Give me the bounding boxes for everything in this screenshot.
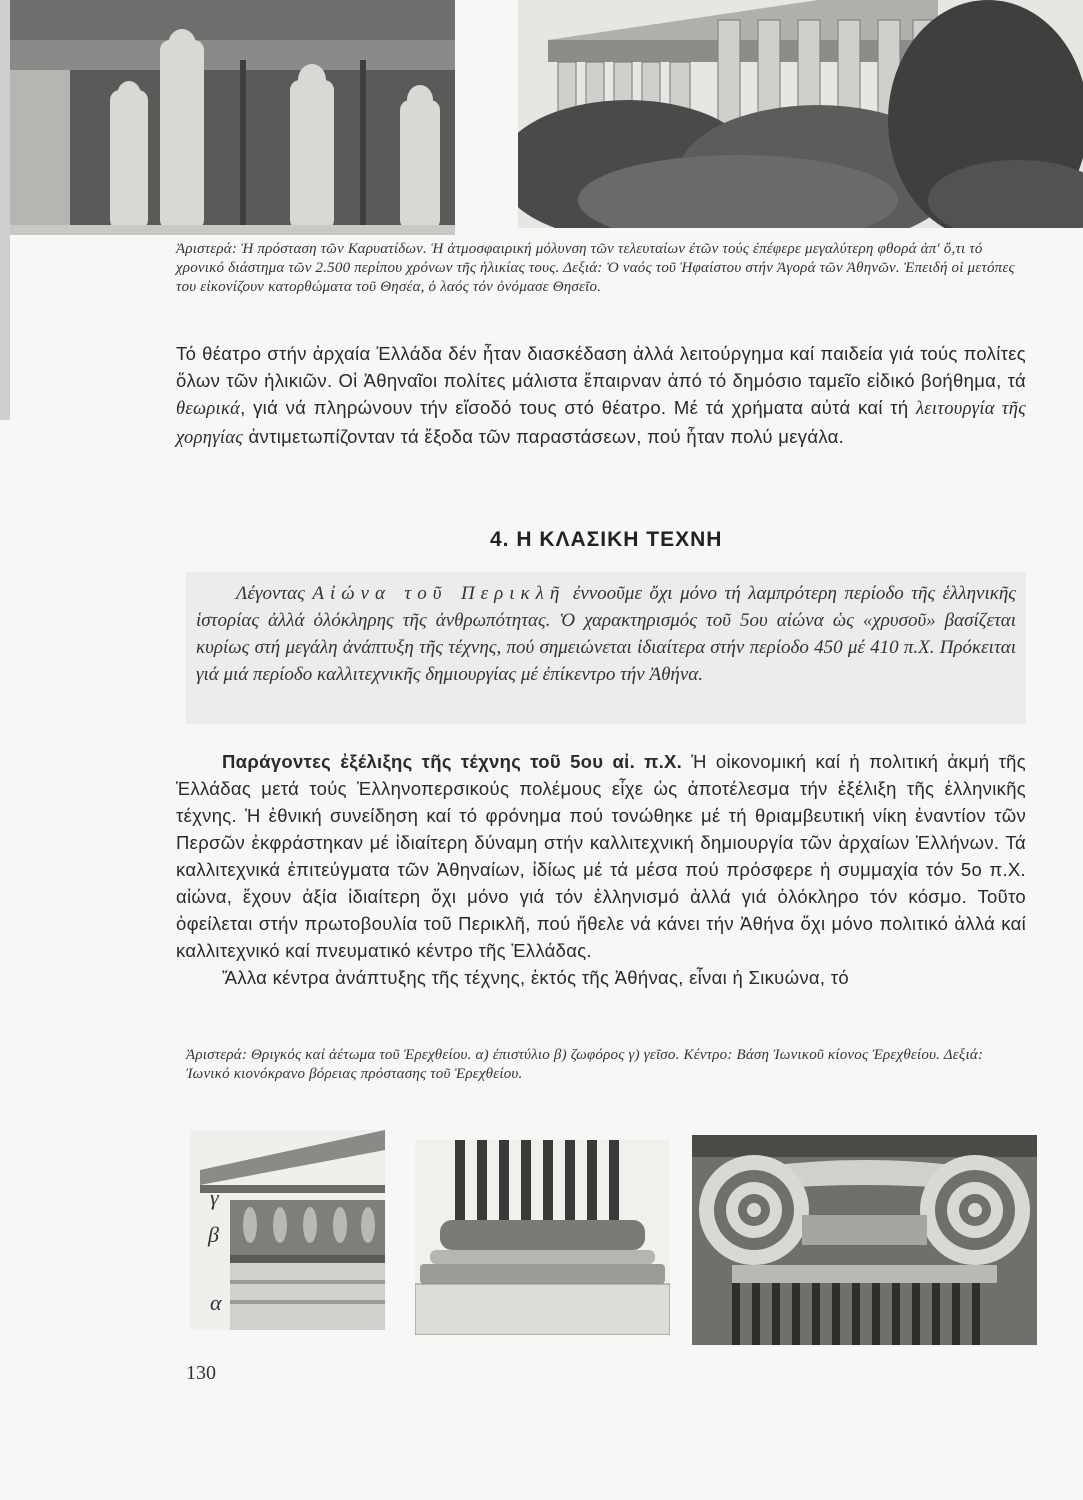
hephaestus-temple-photo <box>518 0 1083 228</box>
theorika-term: θεωρικά <box>176 399 241 419</box>
entablature-photo <box>190 1130 385 1330</box>
intro-box <box>186 572 1026 724</box>
label-alpha: α <box>210 1290 222 1315</box>
intro-spaced-term: Αἰώνα τοῦ Περικλῆ <box>312 583 566 604</box>
factors-paragraph <box>176 748 1026 991</box>
theatre-paragraph <box>176 340 1026 452</box>
intro-rest: ἐννοοῦμε ὄχι μόνο τή λαμπρότερη περίοδο τῆς ἑλληνικῆς ἱστορίας ἀλλά ὁλόκληρης τῆς ἀνθρωπότητας. Ὁ χαρακτηρισμός τοῦ 5ου αἰώνα ὡς «χρυσοῦ» βασίζεται κυρίως στή μεγάλη ἀνάπτυξη τῆς τέχνης, πού σημειώνεται ἰδιαίτερα στήν περίοδο 450 μέ 410 π.Χ. Πρόκειται γιά μιά περίοδο καλλιτεχνικῆς δημιουργίας μέ ἐπίκεντρο τήν Ἀθήνα. <box>196 583 1016 685</box>
photo-caption-top <box>176 240 1026 297</box>
label-beta: β <box>208 1222 219 1247</box>
caption-bottom-text: Ἀριστερά: Θριγκός καί ἀέτωμα τοῦ Ἐρεχθείου. α) ἐπιστύλιο β) ζωφόρος γ) γεῖσο. Κέντρο: Βάση Ἰωνικοῦ κίονος Ἐρεχθείου. Δεξιά: Ἰωνικό κιονόκρανο βόρειας πρόστασης τοῦ Ἐρεχθείου. <box>186 1047 984 1082</box>
caryatids-photo <box>10 0 455 235</box>
label-gamma: γ <box>210 1185 219 1210</box>
factors-body: Ἡ οἰκονομική καί ἡ πολιτική ἀκμή τῆς Ἑλλάδας μετά τούς Ἑλληνοπερσικούς πολέμους εἶχε ὡς ἀποτέλεσμα τήν ἐξέλιξη τῆς ἑλληνικῆς τέχνης. Ἡ ἐθνική συνείδηση καί τό φρόνημα πού τονώθηκε μέ τή θριαμβευτική νίκη ἐναντίον τῶν Περσῶν ἐκφράστηκαν μέ ἰδιαίτερη δύναμη στήν καλλιτεχνική δημιουργία τῶν ἀρχαίων Ἑλλήνων. Τά καλλιτεχνικά ἐπιτεύγματα τῶν Ἀθηναίων, ἰδίως μέ τά μέσα πού πρόσφερε ἡ συμμαχία τόν 5ο π.Χ. αἰώνα, ἔχουν ἀξία ἰδιαίτερη ὄχι μόνο γιά τόν ἑλληνισμό ἀλλά γιά ὁλόκληρο τόν κόσμο. Τοῦτο ὀφείλεται στήν πρωτοβουλία τοῦ Περικλῆ, πού ἤθελε νά κάνει τήν Ἀθήνα ὄχι μόνο πολιτικό ἀλλά καί καλλιτεχνικό καί πνευματικό κέντρο τῆς Ἑλλάδας. <box>176 751 1026 961</box>
page-number: 130 <box>186 1362 216 1384</box>
theatre-text-1: Τό θέατρο στήν ἀρχαία Ἑλλάδα δέν ἦταν διασκέδαση ἀλλά λειτούργημα καί παιδεία γιά τούς πολίτες ὅλων τῶν ἡλικιῶν. Οἱ Ἀθηναῖοι πολίτες μάλιστα ἔπαιρναν ἀπό τό δημόσιο ταμεῖο εἰδικό βοήθημα, τά <box>176 343 1026 391</box>
theatre-text-3: ἀντιμετωπίζονταν τά ἔξοδα τῶν παραστάσεων, πού ἦταν πολύ μεγάλα. <box>243 426 845 447</box>
section-heading: 4. Η ΚΛΑΣΙΚΗ ΤΕΧΝΗ <box>490 528 723 551</box>
photo-caption-bottom <box>186 1046 1026 1084</box>
ionic-capital-photo <box>692 1135 1037 1345</box>
page-binding-shadow <box>0 0 10 420</box>
intro-lead: Λέγοντας <box>236 583 313 604</box>
factors-next: Ἄλλα κέντρα ἀνάπτυξης τῆς τέχνης, ἐκτός τῆς Ἀθήνας, εἶναι ἡ Σικυώνα, τό <box>222 967 849 988</box>
theatre-text-2: , γιά νά πληρώνουν τήν εἴσοδό τους στό θέατρο. Μέ τά χρήματα αὐτά καί τή <box>240 397 916 418</box>
factors-subheading: Παράγοντες ἐξέλιξης τῆς τέχνης τοῦ 5ου αἰ. π.Χ. <box>222 751 683 772</box>
choregia-term: λειτουργία τῆς χορηγίας <box>176 399 1026 448</box>
ionic-base-photo <box>415 1140 670 1335</box>
caption-top-text: Ἀριστερά: Ἡ πρόσταση τῶν Καρυατίδων. Ἡ ἀτμοσφαιρική μόλυνση τῶν τελευταίων ἐτῶν τούς ἐπέφερε μεγαλύτερη φθορά ἀπ' ὅ,τι τό χρονικό διάστημα τῶν 2.500 περίπου χρόνων τῆς ἡλικίας τους. Δεξιά: Ὁ ναός τοῦ Ἡφαίστου στήν Ἀγορά τῶν Ἀθηνῶν. Ἐπειδή οἱ μετόπες του εἰκονίζουν κατορθώματα τοῦ Θησέα, ὁ λαός τόν ὀνόμασε Θησεῖο. <box>176 241 1015 295</box>
